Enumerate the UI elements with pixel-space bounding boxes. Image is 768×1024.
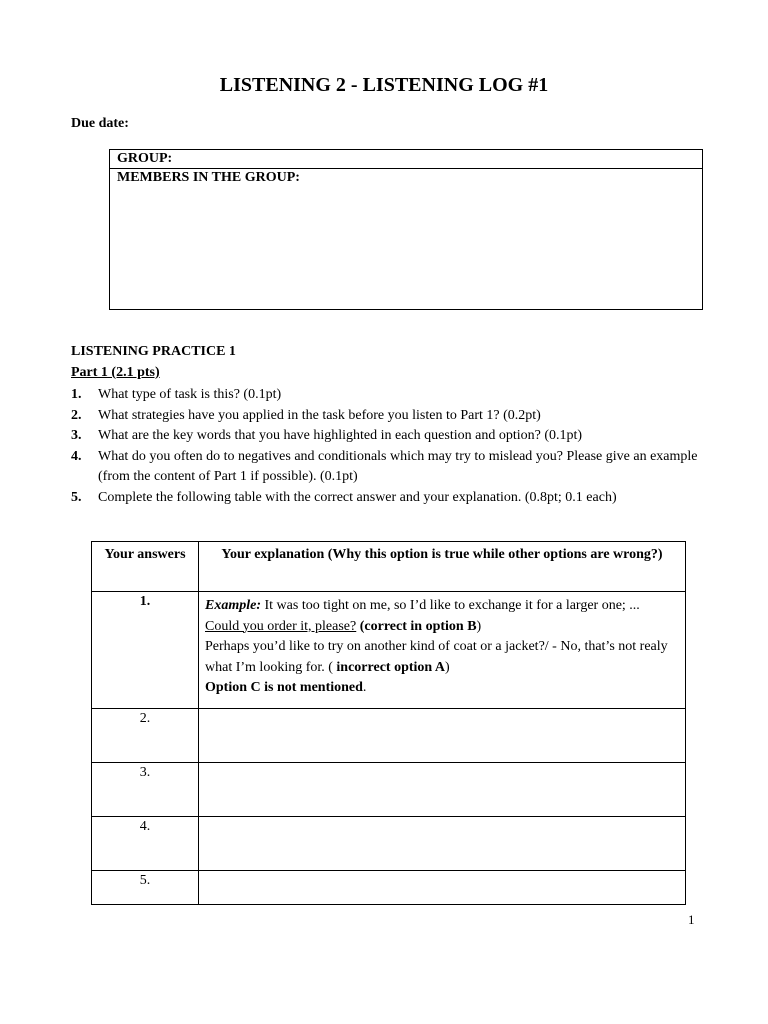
example-explanation-cell — [199, 592, 686, 709]
table-row — [92, 592, 686, 709]
table-header-row — [92, 542, 686, 592]
example-line2-underlined: Could you order it, please? — [205, 618, 357, 634]
table-row — [92, 871, 686, 905]
example-line3: Perhaps you’d like to try on another kind of coat or a jacket?/ - No, that’s not realy what I’m looking for. ( — [205, 639, 668, 675]
header-answers: Your answers — [92, 542, 199, 592]
answer-cell[interactable]: 4. — [92, 817, 199, 871]
question-text: Complete the following table with the correct answer and your explanation. (0.8pt; 0.1 each) — [98, 489, 617, 505]
group-box — [109, 149, 703, 310]
example-line3-close: ) — [445, 659, 450, 675]
question-number: 4. — [71, 448, 82, 464]
explanation-cell[interactable] — [199, 817, 686, 871]
question-text: What strategies have you applied in the task before you listen to Part 1? (0.2pt) — [98, 407, 541, 423]
table-row — [92, 817, 686, 871]
question-item — [71, 406, 701, 427]
due-date-label: Due date: — [71, 116, 129, 131]
example-line1: It was too tight on me, so I’d like to exchange it for a larger one; ... — [261, 598, 640, 613]
question-list — [71, 385, 701, 508]
question-item — [71, 385, 701, 406]
question-number: 1. — [71, 387, 82, 402]
example-line4-bold: Option C is not mentioned — [205, 680, 363, 695]
example-line2-bold: (correct in option B — [356, 618, 477, 634]
answer-table — [91, 541, 686, 905]
explanation-cell[interactable] — [199, 871, 686, 905]
example-line3-bold: incorrect option A — [336, 659, 446, 675]
question-number: 5. — [71, 489, 82, 505]
question-text: What do you often do to negatives and conditionals which may try to mislead you? Please give an example (from the content of Part 1 if possible). (0.1pt) — [98, 448, 698, 484]
question-number: 3. — [71, 428, 82, 443]
table-row — [92, 709, 686, 763]
members-label: MEMBERS IN THE GROUP: — [117, 170, 300, 185]
example-line4-end: . — [362, 680, 367, 695]
question-number: 2. — [71, 407, 82, 423]
answer-cell[interactable]: 3. — [92, 763, 199, 817]
document-title: LISTENING 2 - LISTENING LOG #1 — [219, 74, 549, 96]
practice-heading: LISTENING PRACTICE 1 — [71, 344, 236, 359]
answer-cell: 1. — [92, 592, 199, 709]
explanation-cell[interactable] — [199, 763, 686, 817]
explanation-cell[interactable] — [199, 709, 686, 763]
question-item — [71, 426, 701, 447]
page-number: 1 — [688, 912, 695, 927]
group-label: GROUP: — [110, 150, 702, 169]
question-item — [71, 447, 701, 488]
example-label: Example: — [205, 598, 261, 613]
example-line2-close: ) — [476, 618, 482, 634]
question-text: What are the key words that you have highlighted in each question and option? (0.1pt) — [98, 428, 583, 443]
header-explanation: Your explanation (Why this option is true while other options are wrong?) — [199, 542, 686, 592]
question-text: What type of task is this? (0.1pt) — [98, 387, 282, 402]
answer-cell[interactable]: 2. — [92, 709, 199, 763]
part-heading: Part 1 (2.1 pts) — [71, 365, 160, 380]
table-row — [92, 763, 686, 817]
question-item — [71, 488, 701, 509]
answer-cell[interactable]: 5. — [92, 871, 199, 905]
